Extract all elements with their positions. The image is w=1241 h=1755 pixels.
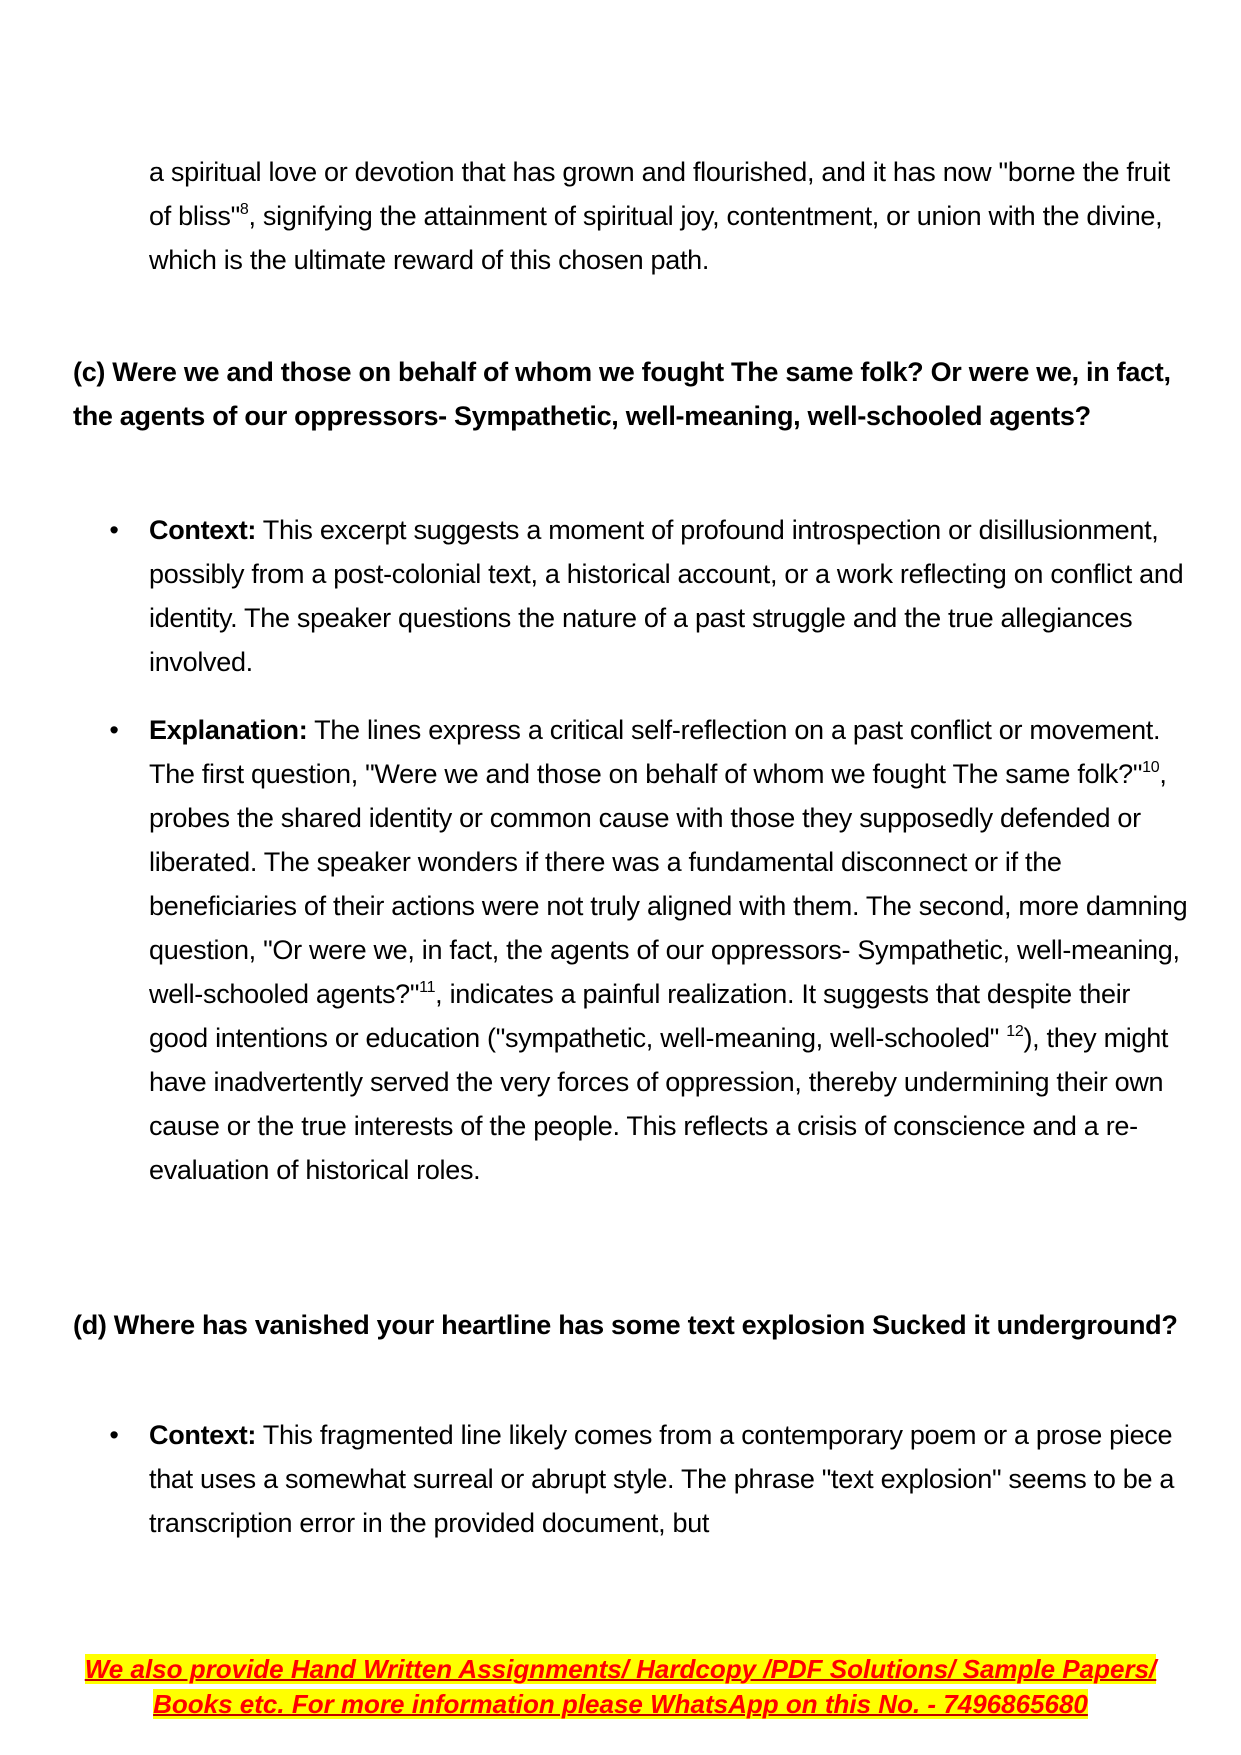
continuation-paragraph xyxy=(149,150,1189,282)
context-label: Context: xyxy=(149,515,257,545)
bullet-icon: • xyxy=(109,715,119,745)
promo-footer xyxy=(80,1652,1161,1722)
context-text: This fragmented line likely comes from a contemporary poem or a prose piece that uses a somewhat surreal or abrupt style. The phrase "text explosion" seems to be a transcription error in the provided document, but xyxy=(149,1420,1175,1538)
promo-line-2: Books etc. For more information please WhatsApp on this No. - 7496865680 xyxy=(153,1689,1088,1719)
continuation-text-a: a spiritual love or devotion that has grown and flourished, and it has now "borne the fruit of bliss" xyxy=(149,157,1170,231)
question-c-explanation-item xyxy=(109,708,1189,1192)
bullet-icon: • xyxy=(109,515,119,545)
continuation-text-b: , signifying the attainment of spiritual joy, contentment, or union with the divine, which is the ultimate reward of this chosen path. xyxy=(149,201,1163,275)
explanation-text-4: ), they might have inadvertently served the very forces of oppression, thereby undermining their own cause or the true interests of the people. This reflects a crisis of conscience and a re-evaluation of historical roles. xyxy=(149,1023,1169,1185)
bullet-icon: • xyxy=(109,1420,119,1450)
explanation-text-2: , probes the shared identity or common cause with those they supposedly defended or liberated. The speaker wonders if there was a fundamental disconnect or if the beneficiaries of their actions were not truly aligned with them. The second, more damning question, "Or were we, in fact, the agents of our oppressors- Sympathetic, well-meaning, well-schooled agents?" xyxy=(149,759,1188,1009)
footnote-ref-8: 8 xyxy=(239,201,249,218)
question-c-context-item xyxy=(109,508,1189,684)
context-label: Context: xyxy=(149,1420,257,1450)
footnote-ref-12: 12 xyxy=(1006,1023,1024,1040)
footnote-ref-10: 10 xyxy=(1142,759,1160,776)
explanation-text-3: , indicates a painful realization. It suggests that despite their good intentions or education ("sympathetic, well-meaning, well-schooled" xyxy=(149,979,1131,1053)
context-text: This excerpt suggests a moment of profound introspection or disillusionment, possibly from a post-colonial text, a historical account, or a work reflecting on conflict and identity. The speaker questions the nature of a past struggle and the true allegiances involved. xyxy=(149,515,1184,677)
question-c-heading: (c) Were we and those on behalf of whom we fought The same folk? Or were we, in fact, the agents of our oppressors- Sympathetic, well-meaning, well-schooled agents? xyxy=(73,357,1171,431)
footnote-ref-11: 11 xyxy=(419,979,436,996)
explanation-label: Explanation: xyxy=(149,715,308,745)
promo-line-1: We also provide Hand Written Assignments/ Hardcopy /PDF Solutions/ Sample Papers/ xyxy=(84,1654,1157,1684)
question-d-heading: (d) Where has vanished your heartline has some text explosion Sucked it underground? xyxy=(73,1310,1178,1340)
explanation-text-1: The lines express a critical self-reflection on a past conflict or movement. The first question, "Were we and those on behalf of whom we fought The same folk?" xyxy=(149,715,1161,789)
question-d-context-item xyxy=(109,1413,1189,1545)
